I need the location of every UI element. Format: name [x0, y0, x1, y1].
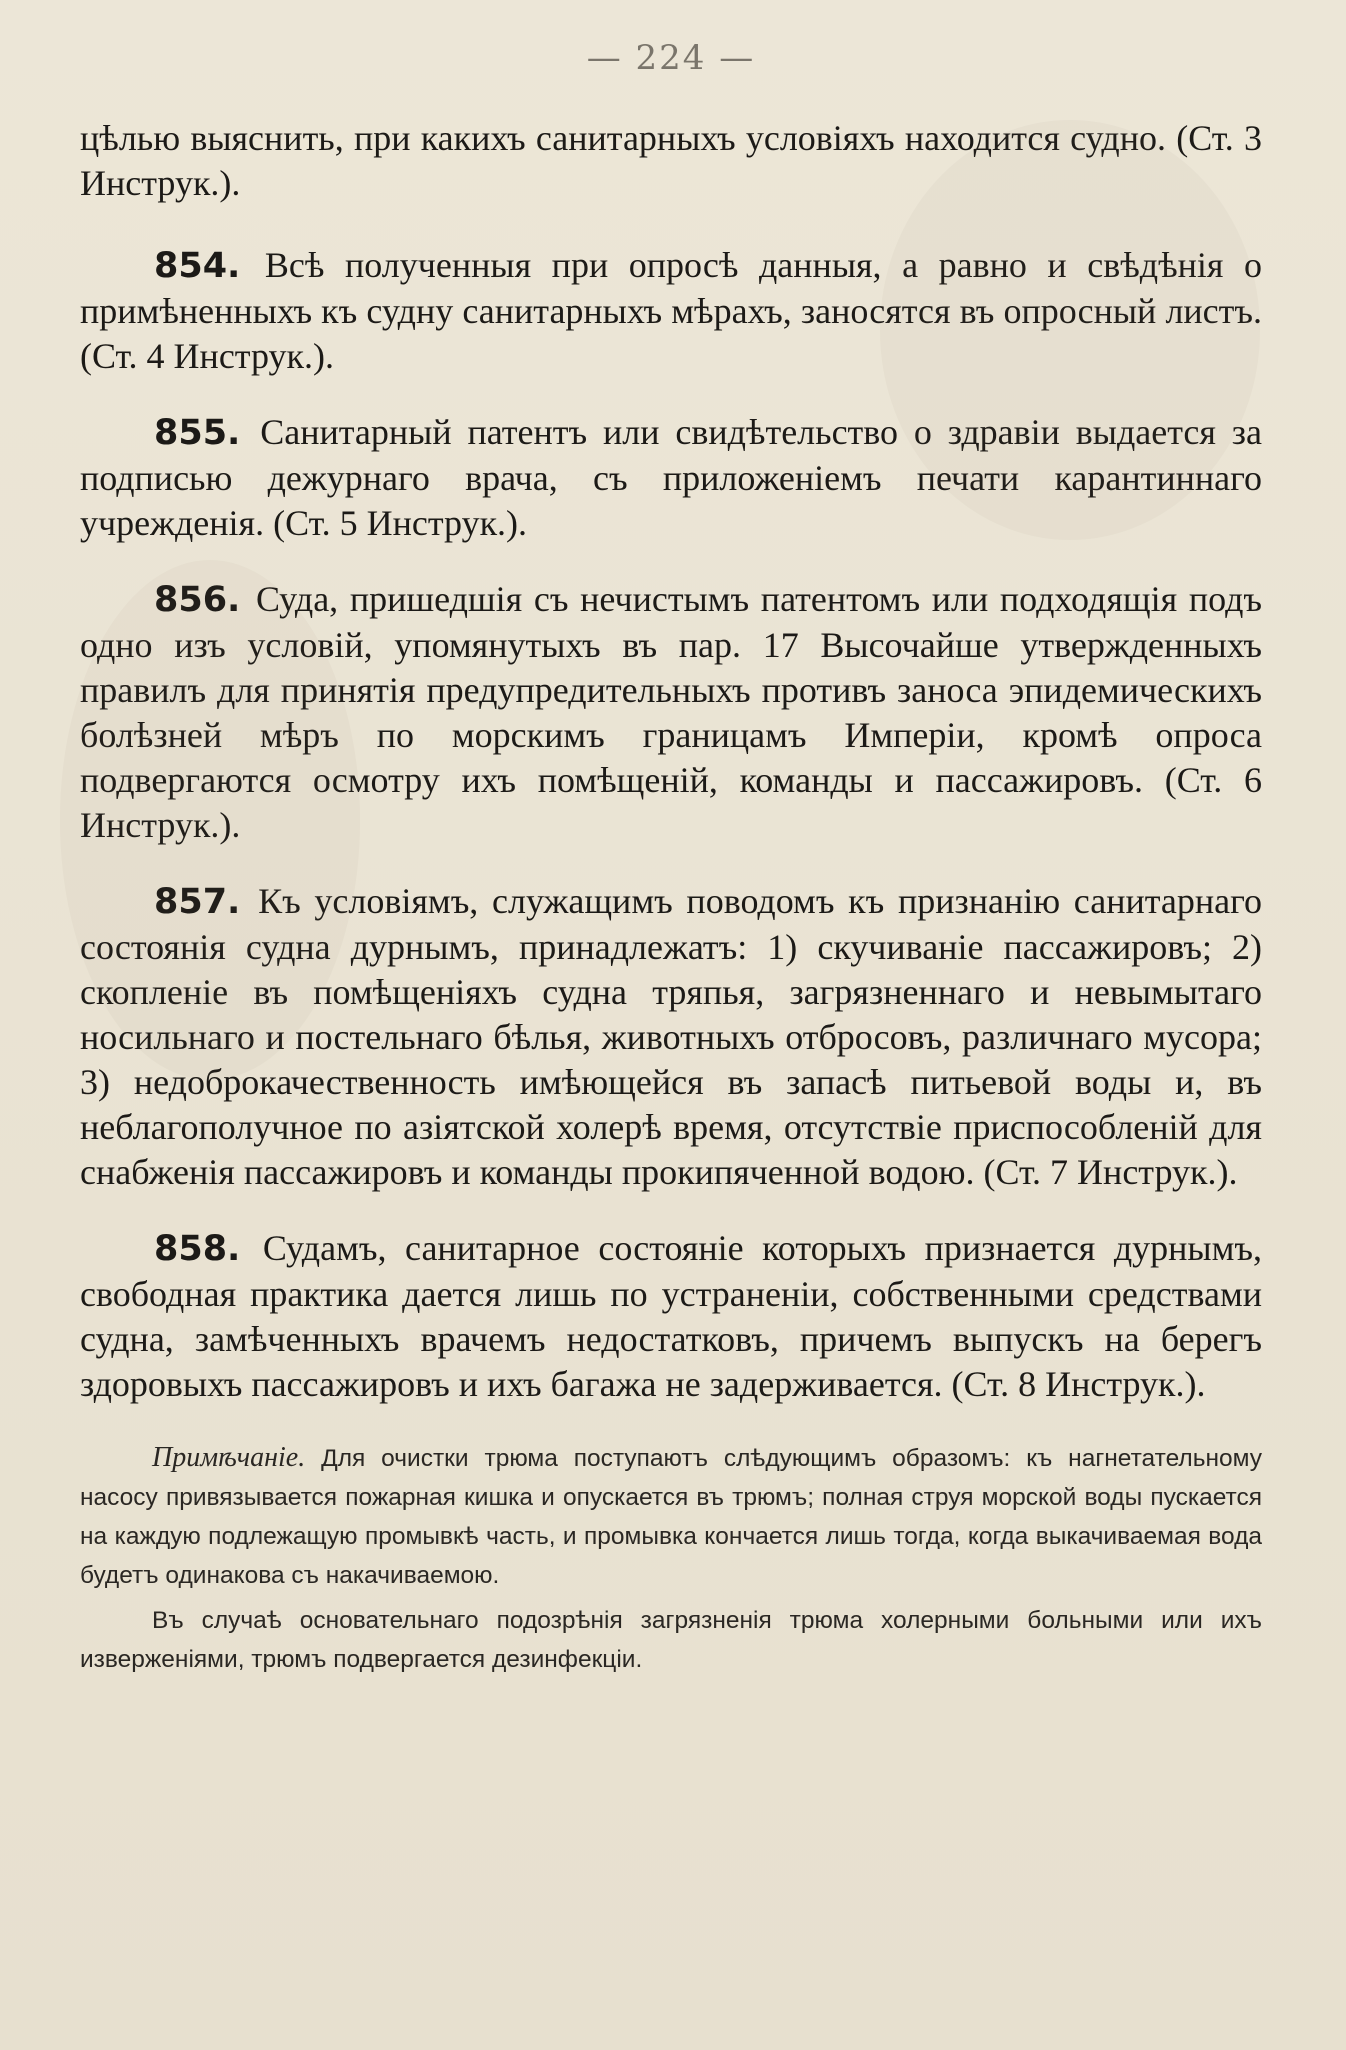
paragraph-number: 857. [154, 882, 241, 922]
paragraph-856 [80, 577, 1262, 848]
footnote-continuation [80, 1601, 1262, 1679]
paragraph-text: цѣлью выяснить, при какихъ санитарныхъ условіяхъ находится судно. (Ст. 3 Инструк.). [80, 118, 1262, 203]
paragraph-text: Суда, пришедшія съ нечистымъ патентомъ или подходящія подъ одно изъ условій, упомянутыхъ въ пар. 17 Высочайше утвержденныхъ правилъ для принятія предупредительныхъ противъ заноса эпидемическихъ болѣзней мѣръ по морскимъ границамъ Имперіи, кромѣ опроса подвергаются осмотру ихъ помѣщеній, команды и пассажировъ. (Ст. 6 Инструк.). [80, 579, 1263, 845]
paragraph-854 [80, 243, 1262, 379]
footnote-text: Для очистки трюма поступаютъ слѣдующимъ образомъ: къ нагнетательному насосу привязывается пожарная кишка и опускается въ трюмъ; полная струя морской воды пускается на каждую подлежащую промывкѣ часть, и промывка кончается лишь тогда, когда выкачиваемая вода будетъ одинакова съ накачиваемою. [80, 1445, 1262, 1589]
paragraph-text: Судамъ, санитарное состояніе которыхъ признается дурнымъ, свободная практика дается лишь по устраненіи, собственными средствами судна, замѣченныхъ врачемъ недостатковъ, причемъ выпускъ на берегъ здоровыхъ пассажировъ и ихъ багажа не задерживается. (Ст. 8 Инструк.). [80, 1228, 1262, 1404]
paragraph-text: Санитарный патентъ или свидѣтельство о здравіи выдается за подписью дежурнаго врача, съ приложеніемъ печати карантиннаго учрежденія. (Ст. 5 Инструк.). [80, 412, 1263, 543]
footnote-text: Въ случаѣ основательнаго подозрѣнія загрязненія трюма холерными больными или ихъ изверженіями, трюмъ подвергается дезинфекціи. [80, 1607, 1262, 1673]
paragraph-text: Къ условіямъ, служащимъ поводомъ къ признанію санитарнаго состоянія судна дурнымъ, принадлежатъ: 1) скучиваніе пассажировъ; 2) скопленіе въ помѣщеніяхъ судна тряпья, загрязненнаго и невымытаго носильнаго и постельнаго бѣлья, животныхъ отбросовъ, различнаго мусора; 3) недоброкачественность имѣющейся въ запасѣ питьевой воды и, въ неблагополучное по азіятской холерѣ время, отсутствіе приспособленій для снабженія пассажировъ и команды прокипяченной водою. (Ст. 7 Инструк.). [80, 881, 1263, 1192]
paragraph-number: 856. [154, 580, 241, 620]
paragraph-857 [80, 879, 1262, 1195]
paragraph-858 [80, 1226, 1262, 1407]
paragraph-text: Всѣ полученныя при опросѣ данныя, а равно и свѣдѣнія о примѣненныхъ къ судну санитарныхъ мѣрахъ, заносятся въ опросный листъ. (Ст. 4 Инструк.). [80, 245, 1263, 376]
paragraph-number: 854. [154, 246, 241, 286]
paragraph-number: 858. [154, 1229, 241, 1269]
paragraph-continuation [80, 116, 1262, 206]
page-number: — 224 — [586, 38, 756, 78]
paragraph-number: 855. [154, 413, 241, 453]
paragraph-855 [80, 410, 1262, 546]
footnote [80, 1438, 1262, 1595]
footnote-label: Примѣчаніе. [152, 1442, 306, 1473]
